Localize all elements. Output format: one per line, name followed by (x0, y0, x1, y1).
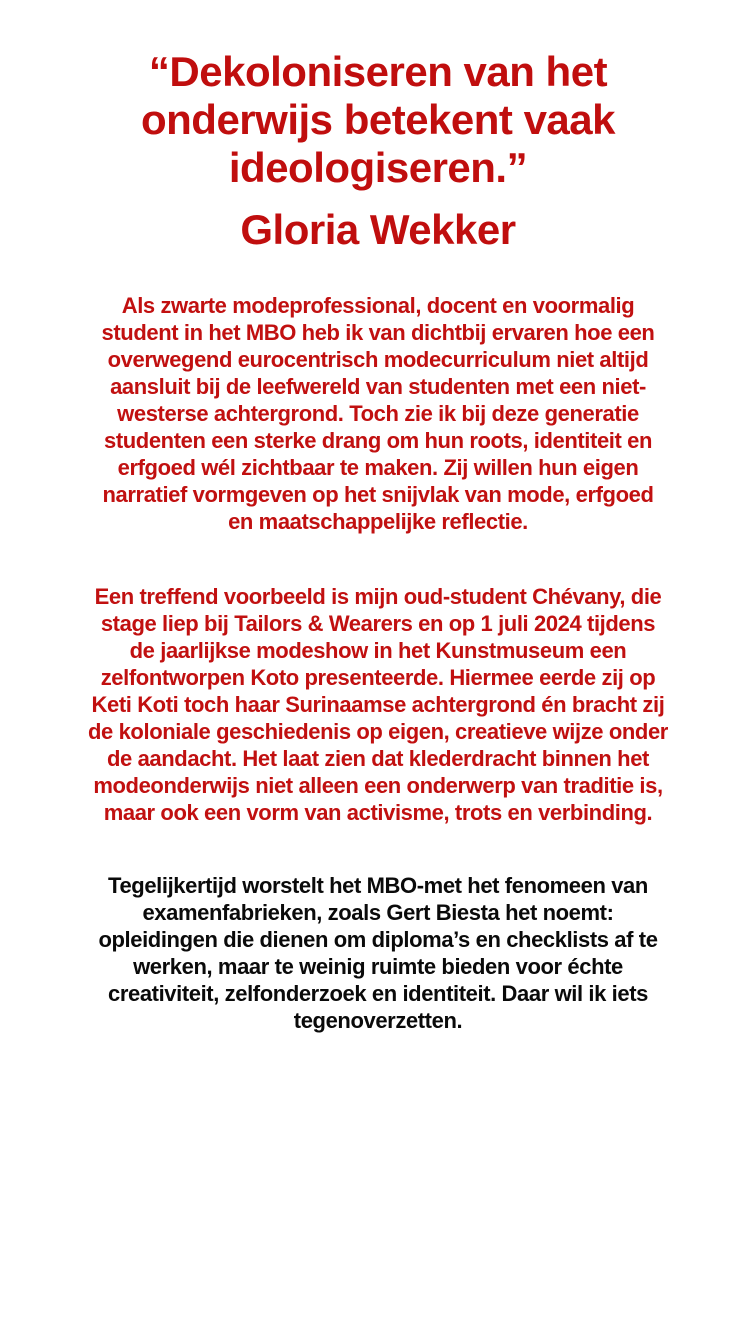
body-paragraph-2: Een treffend voorbeeld is mijn oud-student Chévany, die stage liep bij Tailors & Wearers en op 1 juli 2024 tijdens de jaarlijkse modeshow in het Kunstmuseum een zelfontworpen Koto presenteerde. Hiermee eerde zij op Keti Koti toch haar Surinaamse achtergrond én bracht zij de koloniale geschiedenis op eigen, creatieve wijze onder de aandacht. Het laat zien dat klederdracht binnen het modeonderwijs niet alleen een onderwerp van traditie is, maar ook een vorm van activisme, trots en verbinding. (88, 584, 668, 825)
body-paragraph-1: Als zwarte modeprofessional, docent en voormalig student in het MBO heb ik van dichtbij ervaren hoe een overwegend eurocentrisch modecurriculum niet altijd aansluit bij de leefwereld van studenten met een niet- westerse achtergrond. Toch zie ik bij deze generatie studenten een sterke drang om hun roots, identiteit en erfgoed wél zichtbaar te maken. Zij willen hun eigen narratief vormgeven op het snijvlak van mode, erfgoed en maatschappelijke reflectie. (101, 293, 655, 534)
quote-title: “Dekoloniseren van het onderwijs betekent vaak ideologiseren.” (140, 48, 616, 191)
quote-author: Gloria Wekker (240, 206, 516, 253)
body-paragraph-3: Tegelijkertijd worstelt het MBO-met het fenomeen van examenfabrieken, zoals Gert Biesta het noemt: opleidingen die dienen om diploma’s en checklists af te werken, maar te weinig ruimte bieden voor échte creativiteit, zelfonderzoek en identiteit. Daar wil ik iets tegenoverzetten. (98, 873, 658, 1033)
